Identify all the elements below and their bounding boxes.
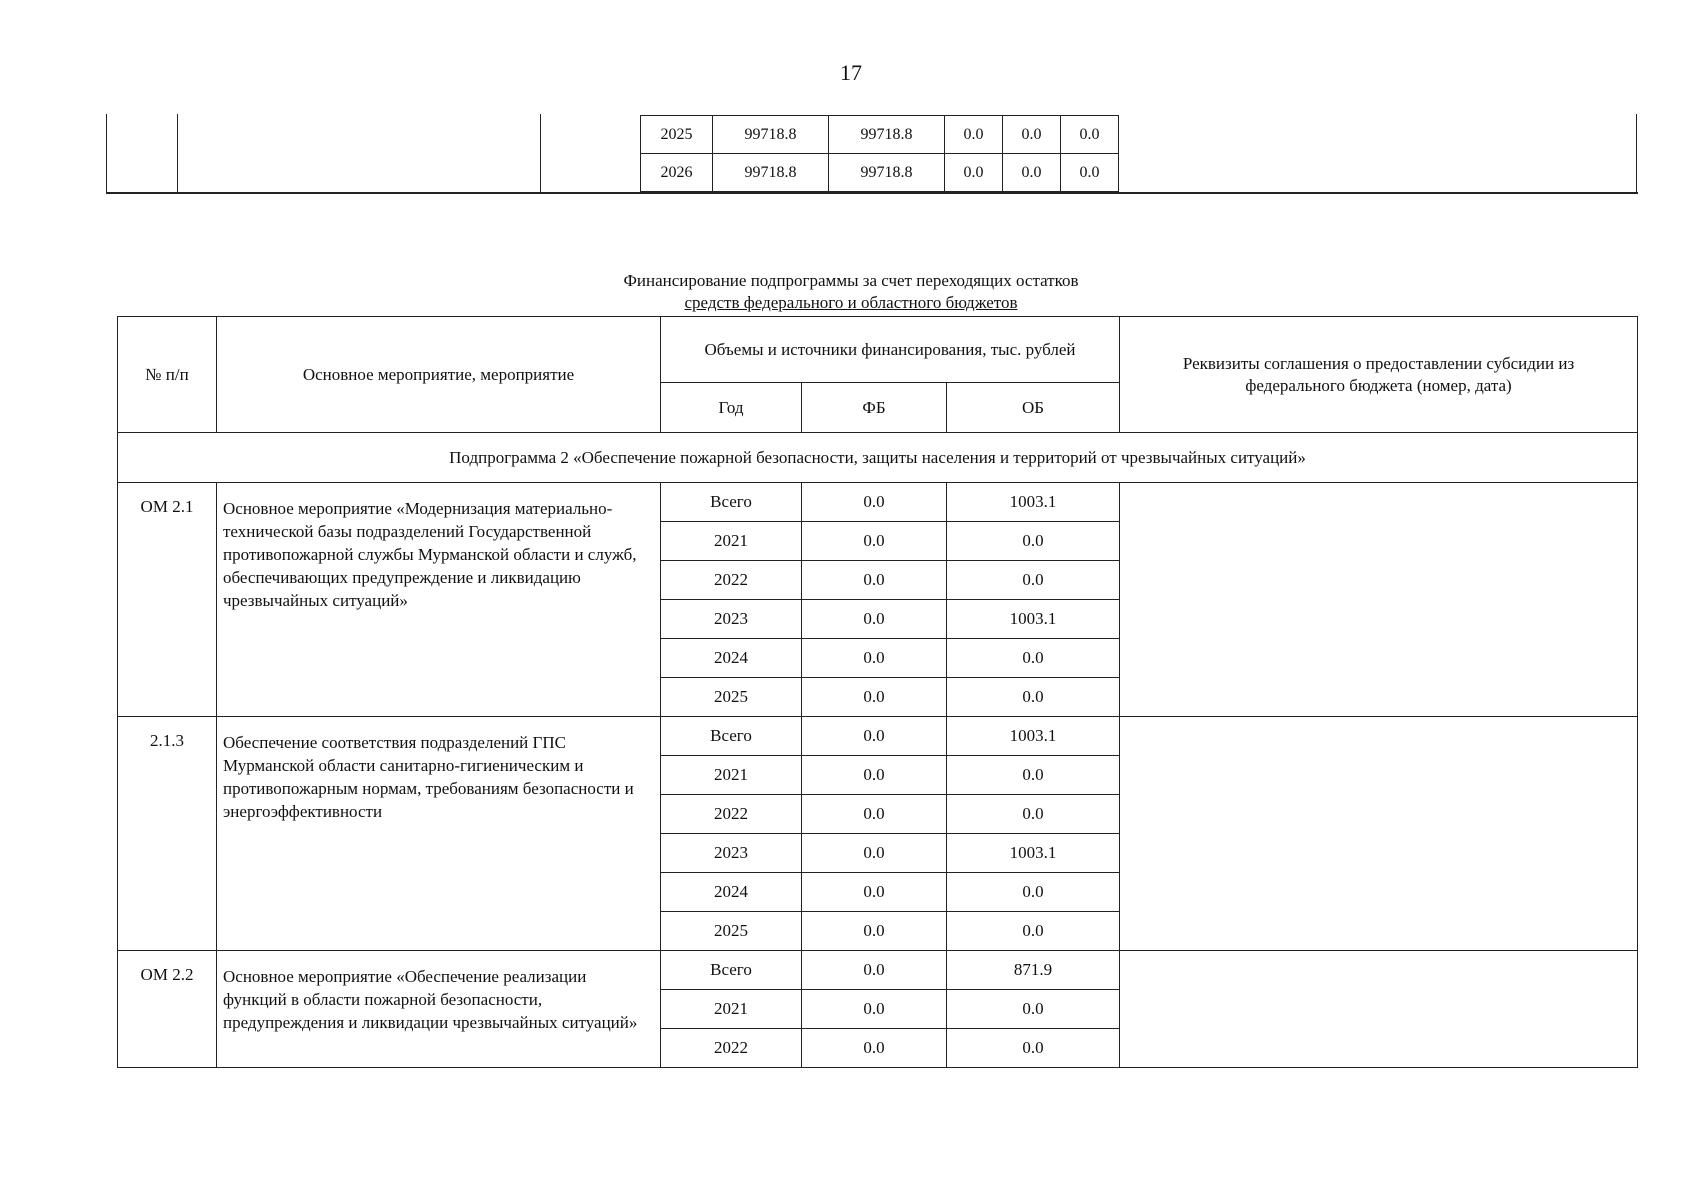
cell-year: 2021 [661,522,802,561]
activity-number: 2.1.3 [118,717,217,951]
continuation-cell-c4: 0.0 [1003,116,1061,154]
financing-table [117,316,1638,1068]
cell-year: 2021 [661,990,802,1029]
cell-fb: 0.0 [802,639,947,678]
cell-year: 2022 [661,795,802,834]
table-row [118,951,1638,990]
cell-fb: 0.0 [802,756,947,795]
header-requisites: Реквизиты соглашения о предоставлении субсидии из федерального бюджета (номер, дата) [1120,317,1638,433]
section-title-line2: средств федерального и областного бюджетов [684,293,1018,312]
continuation-cell-year: 2026 [641,154,713,192]
continuation-row [641,116,1119,154]
cell-ob: 871.9 [947,951,1120,990]
cell-ob: 0.0 [947,561,1120,600]
header-volumes: Объемы и источники финансирования, тыс. рублей [661,317,1120,383]
section-title [0,270,1702,314]
cell-year: 2023 [661,834,802,873]
subprogram-title: Подпрограмма 2 «Обеспечение пожарной безопасности, защиты населения и территорий от чрезвычайных ситуаций» [118,433,1638,483]
continuation-cell-c2: 99718.8 [829,116,945,154]
continuation-cell-year: 2025 [641,116,713,154]
cell-year: Всего [661,951,802,990]
cell-ob: 1003.1 [947,834,1120,873]
cell-ob: 0.0 [947,639,1120,678]
cell-fb: 0.0 [802,522,947,561]
cell-year: 2025 [661,678,802,717]
cell-ob: 0.0 [947,795,1120,834]
requisites-cell [1120,951,1638,1068]
cell-year: 2022 [661,561,802,600]
continuation-row [641,154,1119,192]
continuation-cell-total: 99718.8 [713,116,829,154]
header-fb: ФБ [802,383,947,433]
cell-year: 2022 [661,1029,802,1068]
activity-number: ОМ 2.2 [118,951,217,1068]
cell-ob: 0.0 [947,678,1120,717]
cell-ob: 0.0 [947,522,1120,561]
continuation-cell-c2: 99718.8 [829,154,945,192]
section-title-line1: Финансирование подпрограммы за счет переходящих остатков [623,271,1079,290]
continuation-cell-c5: 0.0 [1061,154,1119,192]
cell-ob: 0.0 [947,990,1120,1029]
table-row [118,717,1638,756]
cell-fb: 0.0 [802,834,947,873]
cell-year: Всего [661,483,802,522]
header-num: № п/п [118,317,217,433]
cell-fb: 0.0 [802,990,947,1029]
cell-year: Всего [661,717,802,756]
cell-ob: 0.0 [947,912,1120,951]
cell-fb: 0.0 [802,951,947,990]
cell-fb: 0.0 [802,561,947,600]
requisites-cell [1120,483,1638,717]
cell-year: 2024 [661,873,802,912]
cell-fb: 0.0 [802,912,947,951]
activity-name: Обеспечение соответствия подразделений ГПС Мурманской области санитарно-гигиеническим и противопожарным нормам, требованиям безопасности и энергоэффективности [217,717,661,951]
cell-year: 2023 [661,600,802,639]
cell-fb: 0.0 [802,483,947,522]
continuation-cell-c5: 0.0 [1061,116,1119,154]
continuation-cell-c3: 0.0 [945,116,1003,154]
activity-number: ОМ 2.1 [118,483,217,717]
cell-ob: 0.0 [947,873,1120,912]
continuation-table [640,115,1119,192]
cell-ob: 0.0 [947,1029,1120,1068]
cell-fb: 0.0 [802,795,947,834]
cell-year: 2025 [661,912,802,951]
cell-fb: 0.0 [802,717,947,756]
activity-name: Основное мероприятие «Модернизация материально-технической базы подразделений Государственной противопожарной службы Мурманской области и служб, обеспечивающих предупреждение и ликвидацию чрезвычайных ситуаций» [217,483,661,717]
cell-ob: 1003.1 [947,717,1120,756]
continuation-cell-c3: 0.0 [945,154,1003,192]
header-ob: ОБ [947,383,1120,433]
table-row [118,483,1638,522]
cell-ob: 1003.1 [947,600,1120,639]
cell-year: 2021 [661,756,802,795]
cell-fb: 0.0 [802,678,947,717]
page-number: 17 [840,60,862,85]
activity-name: Основное мероприятие «Обеспечение реализации функций в области пожарной безопасности, предупреждения и ликвидации чрезвычайных ситуаций» [217,951,661,1068]
continuation-cell-total: 99718.8 [713,154,829,192]
continuation-cell-c4: 0.0 [1003,154,1061,192]
cell-fb: 0.0 [802,600,947,639]
requisites-cell [1120,717,1638,951]
cell-ob: 0.0 [947,756,1120,795]
header-year: Год [661,383,802,433]
cell-fb: 0.0 [802,1029,947,1068]
cell-ob: 1003.1 [947,483,1120,522]
cell-year: 2024 [661,639,802,678]
header-activity: Основное мероприятие, мероприятие [217,317,661,433]
cell-fb: 0.0 [802,873,947,912]
